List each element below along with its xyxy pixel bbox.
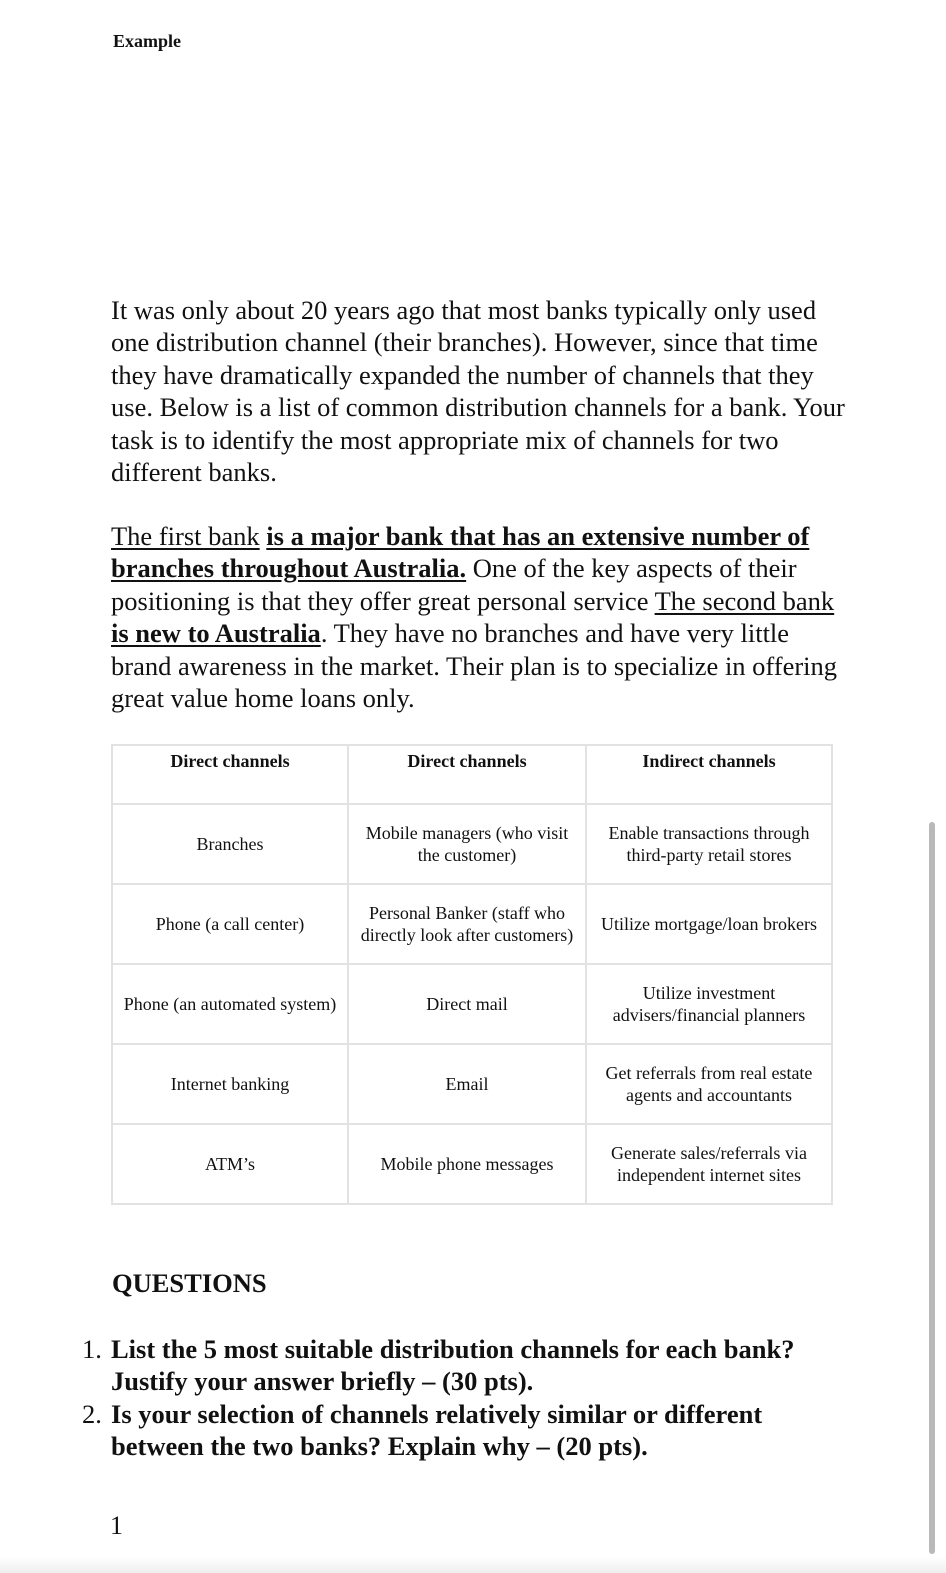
table-cell: Direct mail bbox=[348, 964, 586, 1044]
table-cell: Enable transactions through third-party retail stores bbox=[586, 804, 832, 884]
first-bank-label: The first bank bbox=[111, 521, 260, 551]
table-cell: Generate sales/referrals via independent internet sites bbox=[586, 1124, 832, 1204]
question-text: List the 5 most suitable distribution channels for each bank? Justify your answer briefly – (30 pts). bbox=[111, 1334, 795, 1397]
table-header-cell: Direct channels bbox=[348, 745, 586, 804]
table-cell: Internet banking bbox=[112, 1044, 348, 1124]
vertical-scrollbar[interactable] bbox=[929, 822, 935, 1554]
second-bank-rest: . They have no branches and have very little brand awareness in the market. Their plan is to specialize in offering great value home loans only. bbox=[111, 618, 838, 714]
scenario-paragraph bbox=[111, 520, 851, 714]
table-row bbox=[112, 964, 832, 1044]
question-text: Is your selection of channels relatively similar or different between the two banks? Explain why – (20 pts). bbox=[111, 1398, 763, 1462]
table-header-cell: Indirect channels bbox=[586, 745, 832, 804]
intro-paragraph: It was only about 20 years ago that most banks typically only used one distribution channel (their branches). However, since that time they have dramatically expanded the number of channels that they use. Below is a list of common distribution channels for a bank. Your task is to identify the most appropriate mix of channels for two different banks. bbox=[111, 295, 845, 488]
question-number: 1. bbox=[82, 1334, 102, 1364]
table-header-row bbox=[112, 745, 832, 804]
first-bank-description: is a major bank that has an extensive number of branches throughout Australia. bbox=[111, 521, 810, 584]
second-bank-description: is new to Australia bbox=[111, 618, 321, 649]
table-row bbox=[112, 804, 832, 884]
table-cell: Mobile phone messages bbox=[348, 1124, 586, 1204]
table-cell: Phone (a call center) bbox=[112, 884, 348, 964]
table-cell: Personal Banker (staff who directly look after customers) bbox=[348, 884, 586, 964]
distribution-channels-table bbox=[111, 744, 833, 1205]
table-header-cell: Direct channels bbox=[112, 745, 348, 804]
table-cell: ATM’s bbox=[112, 1124, 348, 1204]
questions-list bbox=[82, 1333, 851, 1463]
question-number: 2. bbox=[82, 1398, 102, 1429]
page-bottom-edge bbox=[0, 1557, 946, 1573]
table-cell: Branches bbox=[112, 804, 348, 884]
page-number: 1 bbox=[110, 1511, 123, 1540]
table-row bbox=[112, 1044, 832, 1124]
first-bank-rest: One of the key aspects of their positioning is that they offer great personal service bbox=[111, 553, 797, 616]
question-item bbox=[82, 1398, 851, 1463]
table-cell: Utilize investment advisers/financial planners bbox=[586, 964, 832, 1044]
section-label: Example bbox=[113, 31, 182, 51]
table-cell: Get referrals from real estate agents and accountants bbox=[586, 1044, 832, 1124]
table-row bbox=[112, 884, 832, 964]
table-cell: Mobile managers (who visit the customer) bbox=[348, 804, 586, 884]
table-cell: Utilize mortgage/loan brokers bbox=[586, 884, 832, 964]
second-bank-label: The second bank bbox=[654, 585, 835, 616]
questions-title: QUESTIONS bbox=[112, 1268, 267, 1298]
table-cell: Email bbox=[348, 1044, 586, 1124]
table-cell: Phone (an automated system) bbox=[112, 964, 348, 1044]
table-row bbox=[112, 1124, 832, 1204]
question-item bbox=[82, 1333, 851, 1398]
